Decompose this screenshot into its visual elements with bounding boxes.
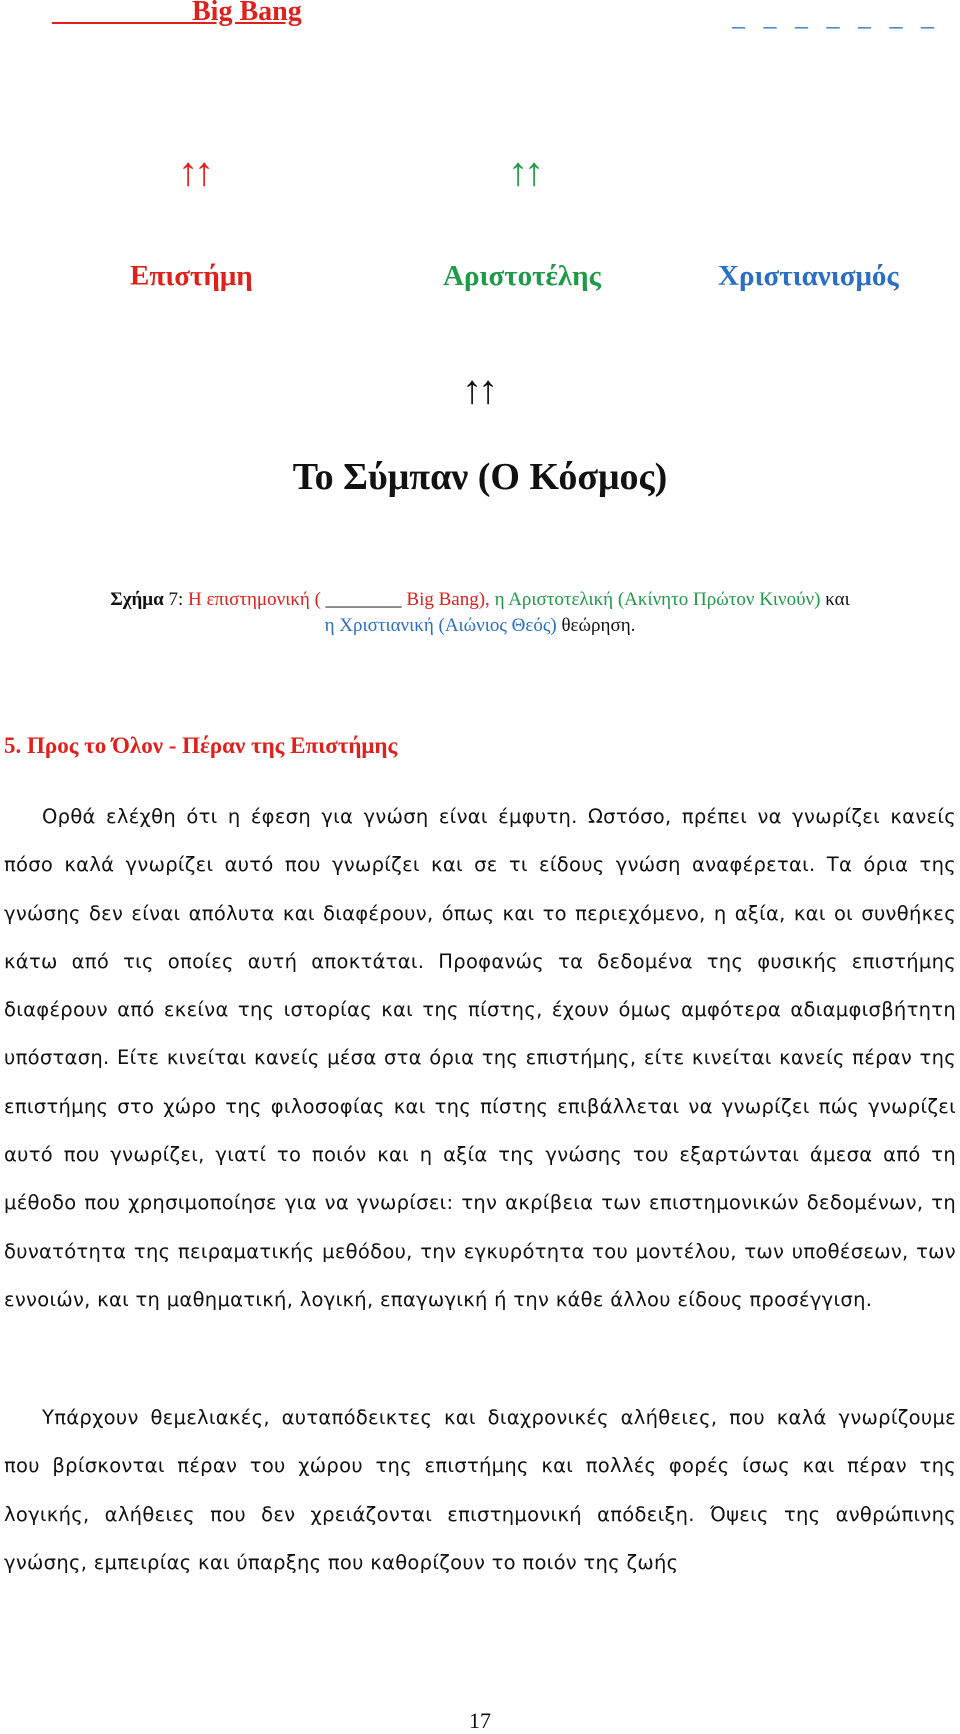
label-christianity: Χριστιανισμός: [718, 260, 899, 292]
caption-science: Η επιστημονική (: [183, 589, 321, 610]
caption-bigbang: Big Bang),: [401, 589, 490, 610]
label-science: Επιστήμη: [130, 260, 253, 292]
caption-christian: η Χριστιανική (Αιώνιος Θεός): [324, 615, 557, 636]
title-underline: __________: [52, 0, 192, 27]
label-aristotle: Αριστοτέλης: [443, 260, 601, 292]
caption-and: και: [820, 589, 850, 610]
body-paragraph-1: Ορθά ελέχθη ότι η έφεση για γνώση είναι έμφυτη. Ωστόσο, πρέπει να γνωρίζει κανείς πόσο καλά γνωρίζει αυτό που γνωρίζει και σε τι είδους γνώση αναφέρεται. Τα όρια της γνώσης δεν είναι απόλυτα και διαφέρουν, όπως και το περιεχόμενο, η αξία, και οι συνθήκες κάτω από τις οποίες αυτή αποκτάται. Προφανώς τα δεδομένα της φυσικής επιστήμης διαφέρουν από εκείνα της ιστορίας και της πίστης, έχουν όμως αμφότερα αδιαμφισβήτητη υπόσταση. Είτε κινείται κανείς μέσα στα όρια της επιστήμης, είτε κινείται κανείς πέραν της επιστήμης στο χώρο της φιλοσοφίας και της πίστης επιβάλλεται να γνωρίζει πώς γνωρίζει αυτό που γνωρίζει, γιατί το ποιόν και η αξία της γνώσης του εξαρτώνται άμεσα από τη μέθοδο που χρησιμοποίησε για να γνωρίσει: την ακρίβεια των επιστημονικών δεδομένων, τη δυνατότητα της πειραματικής μεθόδου, την εγκυρότητα του μοντέλου, των υποθέσεων, των εννοιών, και τη μαθηματική, λογική, επαγωγική ή την κάθε άλλου είδους προσέγγιση.: [4, 805, 956, 1311]
universe-label: Το Σύμπαν (Ο Κόσμος): [292, 456, 668, 498]
title-text: Big Bang: [192, 0, 302, 27]
body-paragraph-2: Υπάρχουν θεμελιακές, αυταπόδεικτες και διαχρονικές αλήθειες, που καλά γνωρίζουμε που βρίσκονται πέραν του χώρου της επιστήμης και πολλές φορές ίσως και πέραν της λογικής, αλήθειες που δεν χρειάζονται επιστημονική απόδειξη. Όψεις της ανθρώπινης γνώσης, εμπειρίας και ύπαρξης που καθορίζουν το ποιόν της ζωής: [4, 1406, 956, 1574]
arrows-up-left: ↑↑: [178, 149, 210, 194]
caption-aristotelian: η Αριστοτελική (Ακίνητο Πρώτον Κινούν): [489, 589, 821, 610]
arrows-up-center: ↑↑: [462, 367, 494, 412]
caption-blank: ________: [320, 589, 402, 610]
big-bang-title: [52, 0, 302, 28]
blue-dashes: _ _ _ _ _ _ _: [732, 2, 940, 31]
caption-prefix: Σχήμα: [110, 589, 164, 610]
caption-number: 7:: [163, 589, 184, 610]
section-heading: 5. Προς το Όλον - Πέραν της Επιστήμης: [4, 733, 398, 758]
page-number: 17: [469, 1708, 491, 1733]
arrows-up-middle: ↑↑: [508, 149, 540, 194]
figure-caption-line1: [0, 586, 960, 614]
caption-end: θεώρηση.: [556, 615, 636, 636]
figure-caption-line2: [0, 612, 960, 640]
